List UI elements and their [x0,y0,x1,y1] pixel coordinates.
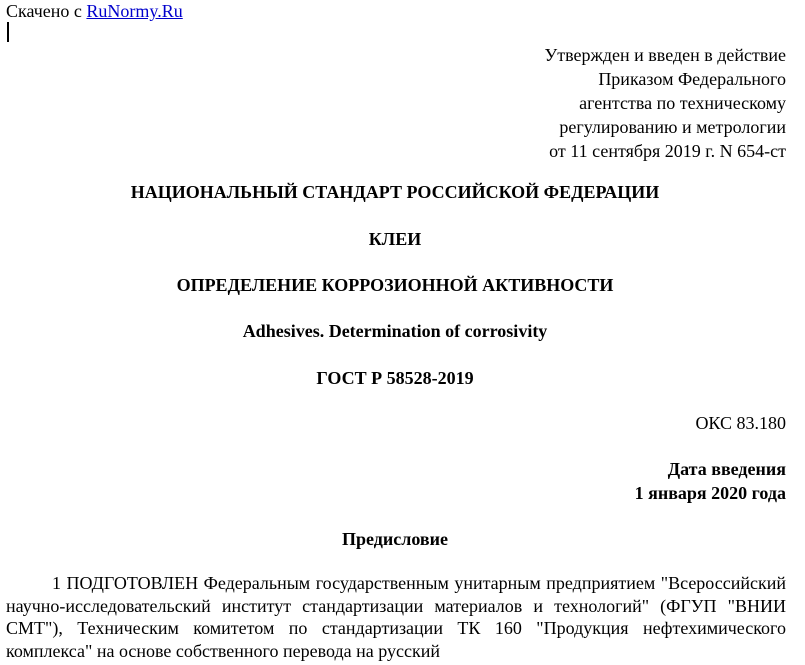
source-line [6,0,183,22]
approval-line: регулированию и метрологии [559,117,786,137]
intro-date-value: 1 января 2020 года [634,483,786,503]
approval-line: от 11 сентября 2019 г. N 654-ст [549,141,786,161]
approval-block [544,43,786,163]
source-link[interactable]: RuNormy.Ru [86,1,183,21]
oks-code: ОКС 83.180 [695,413,786,433]
foreword-title: Предисловие [342,529,448,549]
approval-line: Приказом Федерального [598,69,786,89]
intro-date-label: Дата введения [667,459,786,479]
foreword-paragraph: 1 ПОДГОТОВЛЕН Федеральным государственным унитарным предприятием "Всероссийский научно-исследовательский институт стандартизации материалов и технологий" (ФГУП "ВНИИ СМТ"), Техническим комитетом по стандартизации ТК 160 "Продукция нефтехимического комплекса" на основе собственного перевода на русский [6,573,786,661]
national-standard-heading: НАЦИОНАЛЬНЫЙ СТАНДАРТ РОССИЙСКОЙ ФЕДЕРАЦИИ [130,182,660,202]
text-cursor [7,22,9,42]
standard-designation: ГОСТ Р 58528-2019 [316,368,474,388]
document-title-sub: ОПРЕДЕЛЕНИЕ КОРРОЗИОННОЙ АКТИВНОСТИ [176,275,614,295]
approval-line: Утвержден и введен в действие [544,45,786,65]
approval-line: агентства по техническому [579,93,786,113]
source-prefix: Скачено с [6,1,87,21]
document-title-english: Adhesives. Determination of corrosivity [242,321,548,341]
document-title-main: КЛЕИ [368,229,422,249]
